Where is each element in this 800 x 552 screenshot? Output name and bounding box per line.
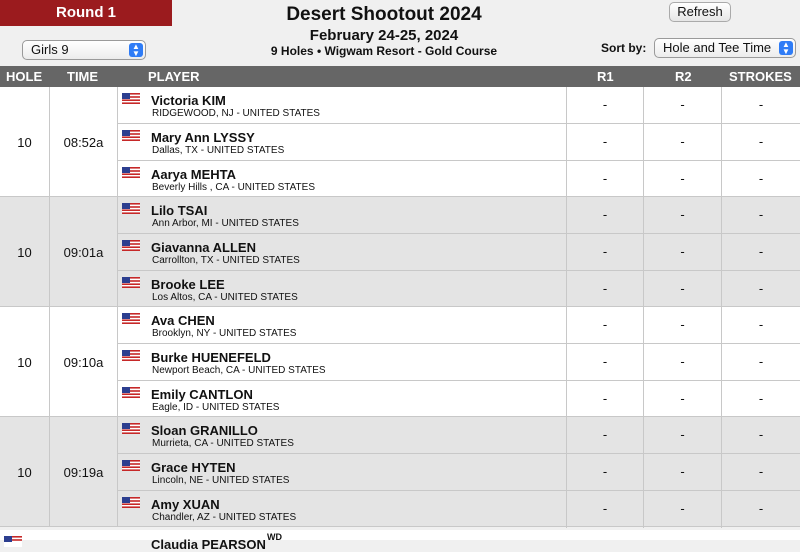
table-row[interactable] [118,197,800,234]
r1-score: - [567,124,644,160]
player-location: Brooklyn, NY - UNITED STATES [152,328,297,339]
strokes-total: - [758,354,764,369]
r2-score: - [644,87,722,123]
refresh-button[interactable]: Refresh [669,2,731,22]
r1-score: - [567,161,644,198]
r2-score: - [644,381,722,418]
r1-score: - [567,454,644,490]
strokes-total: - [758,281,764,296]
col-player[interactable]: PLAYER [148,69,200,84]
tee-time: 09:19a [63,465,104,480]
col-time[interactable]: TIME [67,69,99,84]
table-row[interactable] [118,454,800,491]
time-cell [50,417,118,527]
r1-score: - [567,307,644,343]
sort-select[interactable] [654,38,796,58]
player-cell [118,197,567,233]
player-cell [118,271,567,308]
tee-group [0,417,800,527]
us-flag-icon [122,350,140,361]
hole-value: 10 [17,245,32,260]
player-location: Chandler, AZ - UNITED STATES [152,512,297,523]
strokes-total: - [758,427,764,442]
player-location: Los Altos, CA - UNITED STATES [152,292,298,303]
strokes-total: - [758,317,764,332]
tee-time-groups [0,87,800,527]
table-row[interactable] [118,271,800,308]
us-flag-icon [122,313,140,324]
player-location: Ann Arbor, MI - UNITED STATES [152,218,299,229]
us-flag-icon [122,387,140,398]
r2-score: - [644,161,722,198]
us-flag-icon [122,277,140,288]
top-bar [0,0,800,66]
player-location: Carrollton, TX - UNITED STATES [152,255,300,266]
player-name[interactable]: Ava CHEN [151,313,215,328]
strokes-total: - [758,171,764,186]
division-select[interactable] [22,40,146,60]
tee-time: 08:52a [63,135,104,150]
partial-row [0,530,800,552]
table-row[interactable] [118,381,800,418]
event-course: 9 Holes • Wigwam Resort - Gold Course [270,44,498,58]
r1-score: - [567,197,644,233]
strokes-total: - [758,97,764,112]
table-row[interactable] [118,234,800,271]
r2-score: - [644,307,722,343]
table-row[interactable] [118,307,800,344]
hole-cell [0,197,50,307]
player-name[interactable]: Grace HYTEN [151,460,236,475]
event-dates: February 24-25, 2024 [309,27,459,44]
us-flag-icon [122,497,140,508]
r2-score: - [644,417,722,453]
player-name[interactable]: Victoria KIM [151,93,226,108]
player-cell [118,491,567,528]
r1-score: - [567,271,644,308]
time-cell [50,197,118,307]
round-badge[interactable]: Round 1 [0,0,172,26]
r2-score: - [644,344,722,380]
wd-badge: WD [267,532,282,542]
player-name[interactable]: Claudia PEARSON [151,537,266,552]
player-name[interactable]: Aarya MEHTA [151,167,237,182]
player-location: Beverly Hills , CA - UNITED STATES [152,182,315,193]
r2-score: - [644,454,722,490]
tee-time: 09:10a [63,355,104,370]
strokes-total: - [758,207,764,222]
player-location: RIDGEWOOD, NJ - UNITED STATES [152,108,320,119]
time-cell [50,87,118,197]
r2-score: - [644,197,722,233]
player-location: Eagle, ID - UNITED STATES [152,402,280,413]
hole-value: 10 [17,465,32,480]
us-flag-icon [122,203,140,214]
table-row[interactable] [118,417,800,454]
r2-score: - [644,491,722,528]
col-strokes[interactable]: STROKES [729,69,792,84]
table-row[interactable] [118,161,800,198]
table-row[interactable] [118,87,800,124]
player-location: Murrieta, CA - UNITED STATES [152,438,294,449]
col-hole[interactable]: HOLE [6,69,43,84]
select-arrows-icon: ▲ ▼ [129,43,143,57]
player-cell [118,307,567,343]
player-name[interactable]: Mary Ann LYSSY [151,130,255,145]
hole-value: 10 [17,355,32,370]
us-flag-icon [122,167,140,178]
us-flag-icon [122,460,140,471]
table-row[interactable] [118,491,800,528]
player-name[interactable]: Burke HUENEFELD [151,350,271,365]
us-flag-icon [122,423,140,434]
select-arrows-icon: ▲ ▼ [779,41,793,55]
r2-score: - [644,271,722,308]
player-name[interactable]: Brooke LEE [151,277,225,292]
hole-cell [0,87,50,197]
us-flag-icon [122,130,140,141]
player-location: Lincoln, NE - UNITED STATES [152,475,290,486]
table-row[interactable] [118,124,800,161]
player-name[interactable]: Sloan GRANILLO [151,423,258,438]
player-cell [118,161,567,198]
player-cell [118,344,567,380]
r2-score: - [644,124,722,160]
strokes-total: - [758,501,764,516]
us-flag-icon [122,240,140,251]
player-name[interactable]: Lilo TSAI [151,203,208,218]
r1-score: - [567,417,644,453]
hole-cell [0,417,50,527]
table-header [0,66,800,87]
tee-time: 09:01a [63,245,104,260]
player-cell [118,454,567,490]
tee-group [0,87,800,197]
r1-score: - [567,87,644,123]
player-name[interactable]: Emily CANTLON [151,387,253,402]
col-r1[interactable]: R1 [597,69,614,84]
tee-group [0,307,800,417]
player-location: Dallas, TX - UNITED STATES [152,145,285,156]
r1-score: - [567,381,644,418]
strokes-total: - [758,464,764,479]
division-select-value: Girls 9 [31,42,69,57]
sort-select-value: Hole and Tee Time [663,40,772,55]
player-cell [118,381,567,418]
strokes-total: - [758,391,764,406]
us-flag-icon [4,536,22,547]
r2-score: - [644,234,722,270]
player-cell [118,87,567,123]
us-flag-icon [122,93,140,104]
sort-label: Sort by: [601,41,647,55]
player-name[interactable]: Amy XUAN [151,497,220,512]
player-cell [118,234,567,270]
time-cell [50,307,118,417]
r1-score: - [567,344,644,380]
tee-group [0,197,800,307]
r1-score: - [567,234,644,270]
hole-cell [0,307,50,417]
strokes-total: - [758,244,764,259]
table-row[interactable] [118,344,800,381]
col-r2[interactable]: R2 [675,69,692,84]
player-cell [118,124,567,160]
r1-score: - [567,491,644,528]
player-location: Newport Beach, CA - UNITED STATES [152,365,326,376]
player-name[interactable]: Giavanna ALLEN [151,240,256,255]
player-cell [118,417,567,453]
hole-value: 10 [17,135,32,150]
event-title: Desert Shootout 2024 [286,4,482,25]
strokes-total: - [758,134,764,149]
